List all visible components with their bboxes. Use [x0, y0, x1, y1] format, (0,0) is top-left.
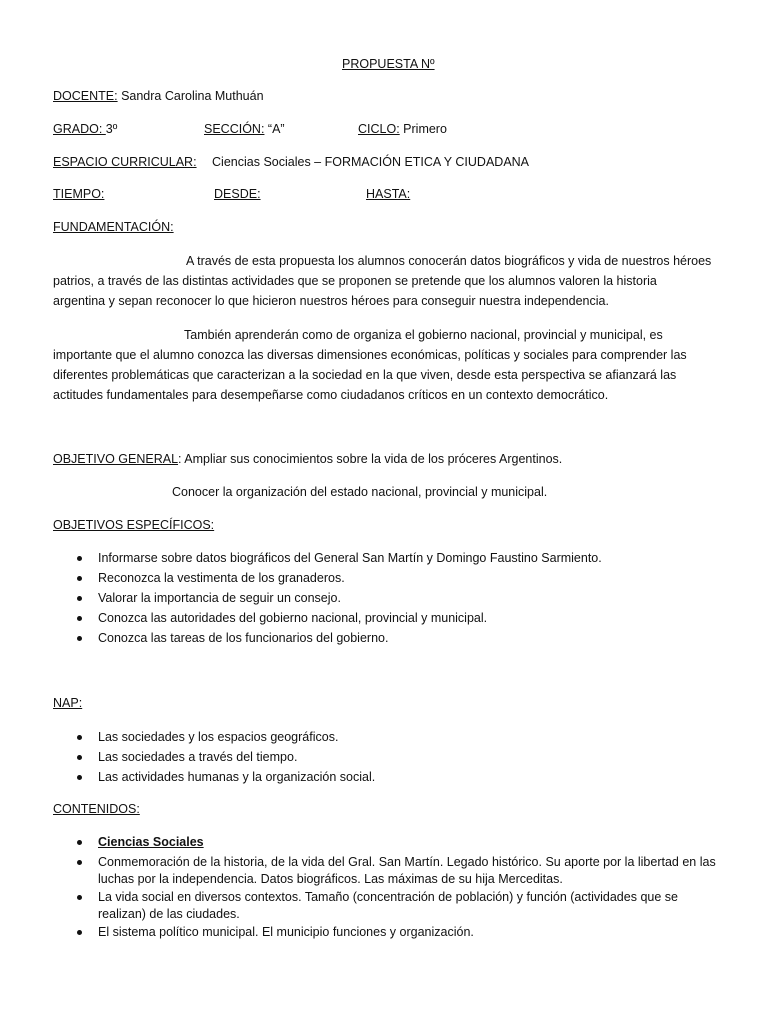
contenido-item: El sistema político municipal. El municipio funciones y organización. — [98, 925, 474, 939]
objetivo-item: Reconozca la vestimenta de los granaderos. — [98, 571, 345, 585]
docente-line — [53, 89, 264, 103]
bullet-icon — [77, 860, 82, 865]
bullet-icon — [77, 775, 82, 780]
p1-line: argentina y sepan reconocer lo que hicieron nuestros héroes para conseguir nuestra independencia. — [53, 294, 609, 308]
bullet-icon — [77, 616, 82, 621]
bullet-icon — [77, 556, 82, 561]
bullet-icon — [77, 840, 82, 845]
grado-value: 3º — [105, 122, 118, 136]
nap-item: Las sociedades a través del tiempo. — [98, 750, 298, 764]
objetivo-general-text: : Ampliar sus conocimientos sobre la vida de los próceres Argentinos. — [178, 452, 563, 466]
objetivo-general-line — [53, 452, 562, 466]
seccion-label: SECCIÓN: — [204, 122, 265, 136]
grado-label: GRADO: — [53, 122, 106, 136]
fundamentacion-paragraph-1 — [53, 251, 721, 311]
objetivo-general-text-2: Conocer la organización del estado nacional, provincial y municipal. — [172, 485, 548, 499]
hasta-label: HASTA: — [366, 187, 411, 201]
espacio-curricular-line — [53, 155, 529, 169]
p2-line: También aprenderán como de organiza el gobierno nacional, provincial y municipal, es — [184, 328, 663, 342]
contenido-item: La vida social en diversos contextos. Tamaño (concentración de población) y función (actividades que se realizan) de las ciudades. — [98, 890, 678, 921]
contenidos-heading: CONTENIDOS: — [53, 802, 140, 816]
nap-heading: NAP: — [53, 696, 83, 710]
objetivo-item: Informarse sobre datos biográficos del General San Martín y Domingo Faustino Sarmiento. — [98, 551, 602, 565]
grado-field — [53, 122, 117, 136]
seccion-field — [204, 122, 285, 136]
bullet-icon — [77, 755, 82, 760]
objetivo-item: Valorar la importancia de seguir un consejo. — [98, 591, 341, 605]
bullet-icon — [77, 576, 82, 581]
docente-label: DOCENTE: — [53, 89, 118, 103]
objetivo-item: Conozca las tareas de los funcionarios del gobierno. — [98, 631, 389, 645]
fundamentacion-heading: FUNDAMENTACIÓN: — [53, 220, 174, 234]
p1-line: A través de esta propuesta los alumnos conocerán datos biográficos y vida de nuestros héroes — [186, 254, 712, 268]
p2-line: actitudes fundamentales para desempeñarse como ciudadanos críticos en un contexto democrático. — [53, 388, 609, 402]
contenido-item: Conmemoración de la historia, de la vida del Gral. San Martín. Legado histórico. Su aporte por la libertad en las luchas por la independencia. Datos biográficos. Las máximas de su hija Merceditas. — [98, 855, 716, 886]
seccion-value: “A” — [264, 122, 285, 136]
objetivo-item: Conozca las autoridades del gobierno nacional, provincial y municipal. — [98, 611, 488, 625]
page-title: PROPUESTA Nº — [342, 57, 435, 71]
p1-line: patrios, a través de las distintas actividades que se proponen se pretende que los alumnos valoren la historia — [53, 274, 657, 288]
bullet-icon — [77, 930, 82, 935]
objetivos-especificos-heading: OBJETIVOS ESPECÍFICOS: — [53, 518, 215, 532]
ciclo-field — [358, 122, 447, 136]
tiempo-label: TIEMPO: — [53, 187, 105, 201]
espacio-value: Ciencias Sociales – FORMACIÓN ETICA Y CIUDADANA — [212, 155, 530, 169]
objetivo-general-label: OBJETIVO GENERAL — [53, 452, 179, 466]
contenido-item-heading: Ciencias Sociales — [98, 835, 204, 849]
desde-label: DESDE: — [214, 187, 261, 201]
p2-line: diferentes problemáticas que caracterizan a la sociedad en la que viven, desde esta perspectiva se afianzará las — [53, 368, 677, 382]
nap-item: Las sociedades y los espacios geográficos. — [98, 730, 339, 744]
bullet-icon — [77, 735, 82, 740]
nap-item: Las actividades humanas y la organización social. — [98, 770, 376, 784]
fundamentacion-paragraph-2 — [53, 325, 721, 405]
bullet-icon — [77, 596, 82, 601]
espacio-label: ESPACIO CURRICULAR: — [53, 155, 197, 169]
bullet-icon — [77, 895, 82, 900]
bullet-icon — [77, 636, 82, 641]
ciclo-value: Primero — [399, 122, 447, 136]
docente-value: Sandra Carolina Muthuán — [117, 89, 264, 103]
ciclo-label: CICLO: — [358, 122, 400, 136]
p2-line: importante que el alumno conozca las diversas dimensiones económicas, políticas y sociales para comprender las — [53, 348, 687, 362]
